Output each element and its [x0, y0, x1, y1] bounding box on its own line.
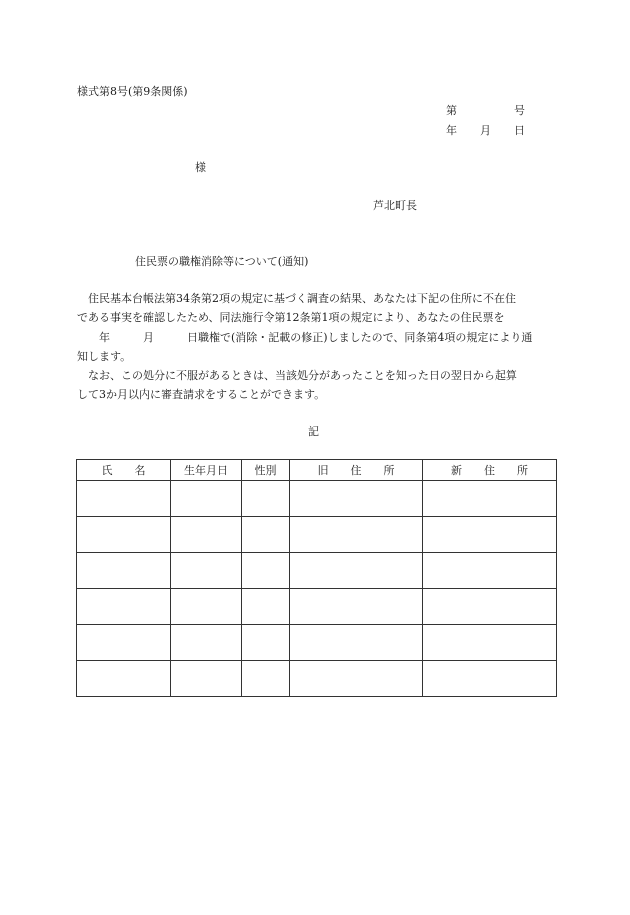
cell-old-address	[290, 589, 423, 625]
document-number-suffix: 号	[514, 104, 525, 117]
body-year-label: 年	[99, 331, 110, 344]
table-row	[77, 517, 557, 553]
table-header-row	[77, 460, 557, 481]
cell-new-address	[423, 661, 557, 697]
cell-sex	[242, 481, 290, 517]
body-paragraph-line	[77, 331, 532, 345]
cell-old-address	[290, 661, 423, 697]
date-day-label: 日	[514, 124, 525, 137]
cell-birthdate	[171, 625, 242, 661]
cell-old-address	[290, 481, 423, 517]
body-text: 住民基本台帳法第34条第2項の規定に基づく調査の結果、あなたは下記の住所に不在住	[88, 292, 516, 305]
cell-name	[77, 481, 171, 517]
table-row	[77, 553, 557, 589]
body-paragraph-line: して3か月以内に審査請求をすることができます。	[77, 388, 326, 401]
column-header-birthdate: 生年月日	[171, 460, 242, 481]
cell-old-address	[290, 625, 423, 661]
record-table	[76, 459, 557, 697]
date-year-label: 年	[446, 124, 457, 137]
issuer-title: 芦北町長	[373, 199, 417, 212]
body-month-label: 月	[143, 331, 154, 344]
cell-birthdate	[171, 661, 242, 697]
table-row	[77, 625, 557, 661]
cell-new-address	[423, 625, 557, 661]
document-subject: 住民票の職権消除等について(通知)	[135, 255, 309, 268]
body-paragraph-line	[77, 369, 517, 383]
form-number: 様式第8号(第9条関係)	[77, 85, 188, 98]
column-header-name: 氏 名	[77, 460, 171, 481]
cell-old-address	[290, 517, 423, 553]
table-row	[77, 589, 557, 625]
table-body	[77, 481, 557, 697]
cell-sex	[242, 517, 290, 553]
cell-sex	[242, 625, 290, 661]
cell-birthdate	[171, 553, 242, 589]
body-paragraph-line: である事実を確認したため、同法施行令第12条第1項の規定により、あなたの住民票を	[77, 311, 505, 324]
recipient-honorific: 様	[195, 161, 206, 174]
body-text: 日職権で(消除・記載の修正)しましたので、同条第4項の規定により通	[187, 331, 533, 344]
cell-old-address	[290, 553, 423, 589]
cell-name	[77, 589, 171, 625]
document-number-prefix: 第	[446, 104, 457, 117]
body-text: なお、この処分に不服があるときは、当該処分があったことを知った日の翌日から起算	[88, 369, 517, 382]
cell-sex	[242, 589, 290, 625]
cell-new-address	[423, 553, 557, 589]
ki-heading: 記	[308, 425, 319, 438]
cell-new-address	[423, 481, 557, 517]
cell-name	[77, 553, 171, 589]
cell-name	[77, 625, 171, 661]
body-paragraph-line: 知します。	[77, 350, 132, 363]
column-header-new-address: 新 住 所	[423, 460, 557, 481]
cell-name	[77, 517, 171, 553]
cell-birthdate	[171, 517, 242, 553]
body-paragraph-line	[77, 292, 516, 306]
cell-birthdate	[171, 589, 242, 625]
column-header-old-address: 旧 住 所	[290, 460, 423, 481]
cell-new-address	[423, 589, 557, 625]
cell-new-address	[423, 517, 557, 553]
cell-sex	[242, 553, 290, 589]
column-header-sex: 性別	[242, 460, 290, 481]
table-row	[77, 661, 557, 697]
table-row	[77, 481, 557, 517]
cell-birthdate	[171, 481, 242, 517]
cell-name	[77, 661, 171, 697]
cell-sex	[242, 661, 290, 697]
date-month-label: 月	[480, 124, 491, 137]
